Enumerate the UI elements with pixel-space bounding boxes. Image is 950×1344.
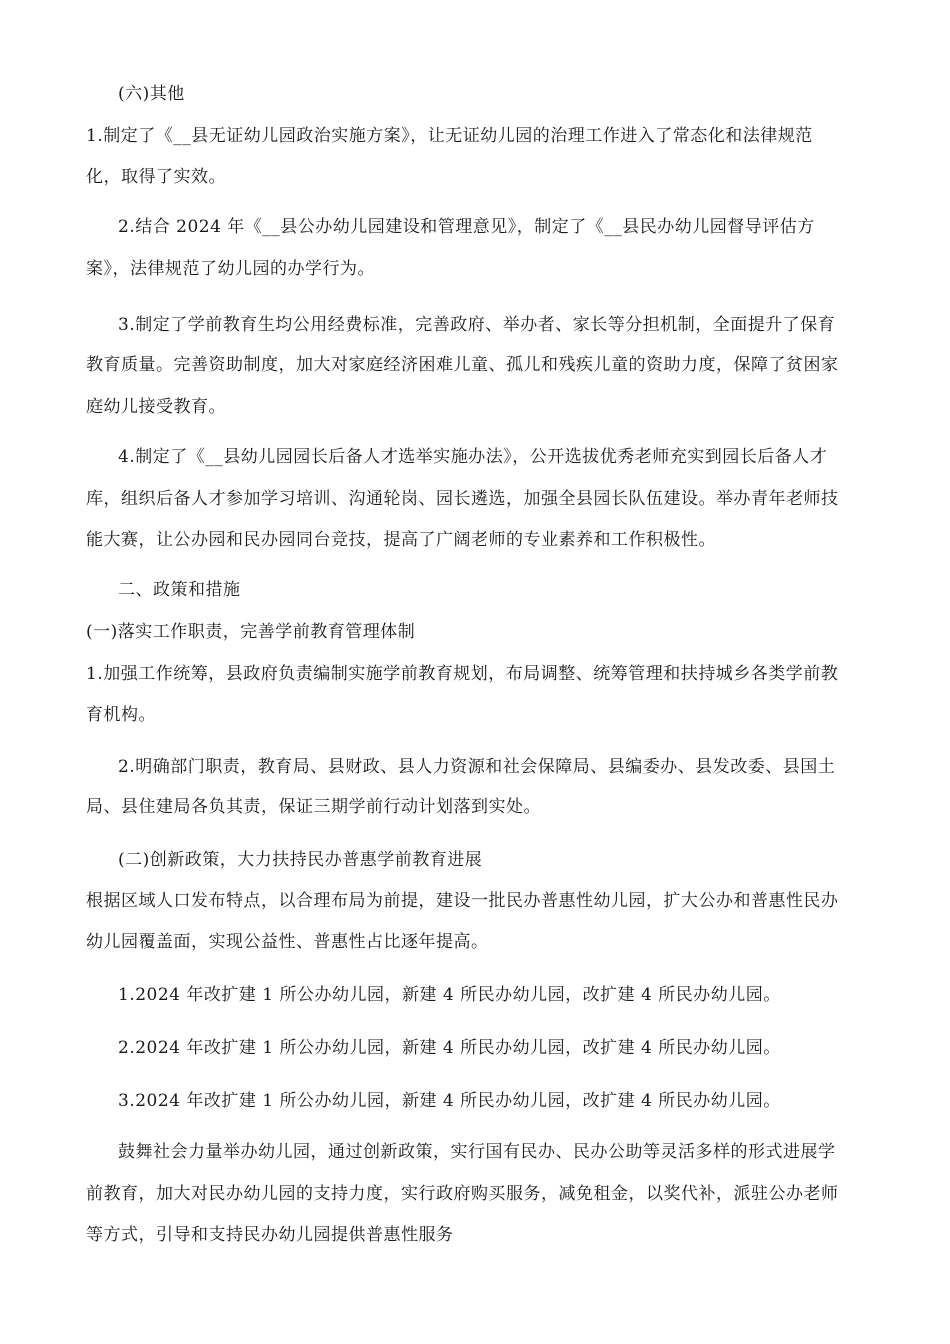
paragraph-line: 育机构。: [86, 705, 156, 725]
list-item: 1.2024 年改扩建 1 所公办幼儿园，新建 4 所民办幼儿园，改扩建 4 所民办幼儿园。: [118, 985, 781, 1005]
section-heading: (一)落实工作职责，完善学前教育管理体制: [86, 622, 416, 642]
paragraph-line: 1.加强工作统筹，县政府负责编制实施学前教育规划，布局调整、统筹管理和扶持城乡各类学前教: [86, 664, 839, 684]
section-heading: (六)其他: [118, 84, 185, 104]
paragraph-line: 2.结合 2024 年《__县公办幼儿园建设和管理意见》，制定了《__县民办幼儿园督导评估方: [118, 217, 815, 237]
paragraph-line: 前教育，加大对民办幼儿园的支持力度，实行政府购买服务，减免租金，以奖代补，派驻公办老师: [86, 1184, 839, 1204]
list-item: 2.2024 年改扩建 1 所公办幼儿园，新建 4 所民办幼儿园，改扩建 4 所民办幼儿园。: [118, 1038, 781, 1058]
paragraph-line: 4.制定了《__县幼儿园园长后备人才选举实施办法》，公开选拔优秀老师充实到园长后备人才: [118, 447, 828, 467]
paragraph-line: 1.制定了《__县无证幼儿园政治实施方案》，让无证幼儿园的治理工作进入了常态化和法律规范: [86, 126, 813, 146]
paragraph-line: 庭幼儿接受教育。: [86, 397, 226, 417]
list-item: 3.2024 年改扩建 1 所公办幼儿园，新建 4 所民办幼儿园，改扩建 4 所民办幼儿园。: [118, 1091, 781, 1111]
paragraph-line: 化，取得了实效。: [86, 167, 226, 187]
paragraph-line: 能大赛，让公办园和民办园同台竞技，提高了广阔老师的专业素养和工作积极性。: [86, 530, 716, 550]
paragraph-line: 教育质量。完善资助制度，加大对家庭经济困难儿童、孤儿和残疾儿童的资助力度，保障了贫困家: [86, 355, 839, 375]
paragraph-line: 3.制定了学前教育生均公用经费标准，完善政府、举办者、家长等分担机制，全面提升了保育: [118, 315, 836, 335]
paragraph-line: 局、县住建局各负其责，保证三期学前行动计划落到实处。: [86, 797, 541, 817]
paragraph-line: 库，组织后备人才参加学习培训、沟通轮岗、园长遴选，加强全县园长队伍建设。举办青年老师技: [86, 489, 839, 509]
paragraph-line: 鼓舞社会力量举办幼儿园，通过创新政策，实行国有民办、民办公助等灵活多样的形式进展学: [118, 1142, 836, 1162]
section-heading: (二)创新政策，大力扶持民办普惠学前教育进展: [118, 850, 483, 870]
paragraph-line: 2.明确部门职责，教育局、县财政、县人力资源和社会保障局、县编委办、县发改委、县国土: [118, 757, 836, 777]
paragraph-line: 根据区域人口发布特点，以合理布局为前提，建设一批民办普惠性幼儿园，扩大公办和普惠性民办: [86, 891, 839, 911]
section-heading: 二、政策和措施: [118, 580, 241, 600]
paragraph-line: 等方式，引导和支持民办幼儿园提供普惠性服务: [86, 1225, 454, 1245]
paragraph-line: 幼儿园覆盖面，实现公益性、普惠性占比逐年提高。: [86, 932, 489, 952]
paragraph-line: 案》，法律规范了幼儿园的办学行为。: [86, 259, 375, 279]
